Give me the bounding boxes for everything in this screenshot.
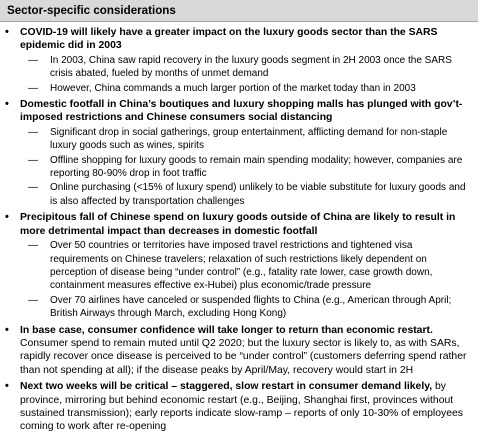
dash-marker: — — [28, 126, 38, 138]
bullet-marker: • — [5, 211, 9, 224]
bullet-marker: • — [5, 323, 9, 336]
sub-bullet-item — [0, 82, 478, 95]
bullet-headline: Domestic footfall in China’s boutiques and luxury shopping malls has plunged with gov’t-imposed restrictions and Chinese consumers social distancing — [20, 99, 463, 124]
dash-marker: — — [28, 154, 38, 166]
bullet-headline: In base case, consumer confidence will take longer to return than economic restart. — [20, 324, 433, 336]
dash-marker: — — [28, 294, 38, 306]
sub-bullet-item — [0, 239, 478, 293]
bullet-item — [0, 211, 478, 238]
bullet-marker: • — [5, 380, 9, 393]
bullet-headline: Next two weeks will be critical – staggered, slow restart in consumer demand likely, — [20, 381, 433, 393]
sub-bullet-text: In 2003, China saw rapid recovery in the luxury goods segment in 2H 2003 once the SARS crisis abated, fueled by months of unmet demand — [50, 54, 452, 80]
dash-marker: — — [28, 240, 38, 252]
bullet-body: Consumer spend to remain muted until Q2 2020; but the luxury sector is likely to, as with SARs, rapidly recover once disease is perceived to be “under control” (customers deferring spend rather than not spending at all); if the disease peaks by April/May, recovery would start in 2H — [20, 337, 467, 376]
bullet-item — [0, 380, 478, 434]
bullet-headline: Precipitous fall of Chinese spend on luxury goods outside of China are likely to result in more detrimental impact than decreases in domestic footfall — [20, 212, 456, 237]
sub-bullet-item — [0, 54, 478, 81]
sub-bullet-text: Over 50 countries or territories have imposed travel restrictions and tightened visa requirements on Chinese travelers; relaxation of such restrictions likely dependent on perception of disease being “under control” (e.g., fatality rate lower, case growth down, containment measures effective ex-Hubei) plus economic/trade pressure — [50, 240, 433, 292]
dash-marker: — — [28, 54, 38, 66]
sub-bullet-text: Online purchasing (<15% of luxury spend) unlikely to be viable substitute for luxury goods and is also affected by transportation challenges — [50, 182, 466, 207]
sub-bullet-text: Over 70 airlines have canceled or suspended flights to China (e.g., American through April; British Airways through March, excluding Hong Kong) — [50, 294, 452, 320]
sub-bullet-item — [0, 126, 478, 153]
sub-bullet-text: However, China commands a much larger portion of the market today than in 2003 — [50, 82, 416, 94]
sub-bullet-item — [0, 181, 478, 208]
sub-bullet-item — [0, 154, 478, 181]
bullet-item — [0, 98, 478, 125]
sub-bullet-text: Significant drop in social gatherings, group entertainment, afflicting demand for non-staple luxury goods such as wines, spirits — [50, 126, 448, 152]
bullet-body: by province, mirroring but behind economic restart (e.g., Beijing, Shanghai first, provinces without sustained transmission); early reports indicate slow-ramp – reports of only 10-30% of employees coming to work after re-opening — [20, 381, 463, 433]
bullet-list — [0, 26, 478, 434]
bullet-item — [0, 26, 478, 53]
dash-marker: — — [28, 82, 38, 94]
bullet-item — [0, 324, 478, 378]
section-title: Sector-specific considerations — [7, 4, 176, 17]
dash-marker: — — [28, 182, 38, 194]
bullet-marker: • — [5, 26, 9, 38]
bullet-headline: COVID-19 will likely have a greater impact on the luxury goods sector than the SARS epidemic did in 2003 — [20, 27, 438, 52]
sub-bullet-item — [0, 294, 478, 321]
bullet-marker: • — [5, 98, 9, 111]
section-header — [0, 0, 478, 22]
sub-bullet-text: Offline shopping for luxury goods to remain main spending modality; however, companies are reporting 80-90% drop in foot traffic — [50, 154, 463, 180]
